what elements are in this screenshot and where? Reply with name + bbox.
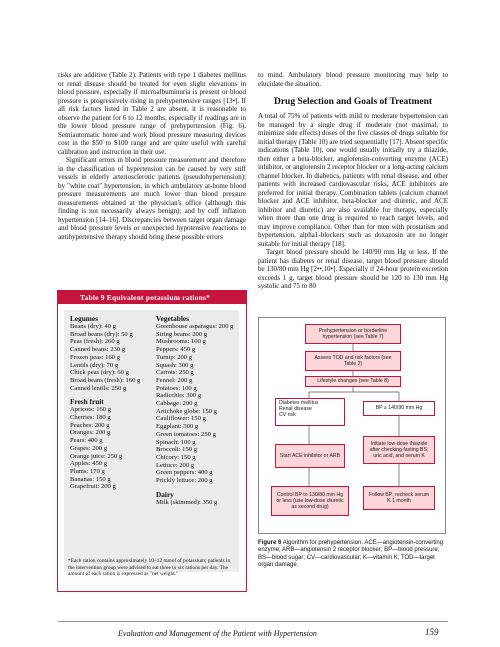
node-start-ace: Start ACE inhibitor or ARB xyxy=(275,444,345,468)
node-thiazide: Initiate low-dose thiazide after checking fasting BS, uric acid, and serum K xyxy=(363,436,435,464)
table-section-heading: Fresh fruit xyxy=(70,397,104,407)
table-item: Oranges: 200 g xyxy=(70,429,111,437)
table-item: Mushrooms: 100 g xyxy=(156,338,206,346)
node-prehypertension: Prehypertension or borderline hypertension (see Table 7) xyxy=(305,324,401,344)
potassium-table xyxy=(57,290,247,592)
table-item: Canned lentils: 250 g xyxy=(70,384,127,392)
table-title: Table 9 Equivalent potassium rations* xyxy=(58,291,246,304)
table-item: Beans (dry): 40 g xyxy=(70,323,116,330)
table-item: Eggplant: 300 g xyxy=(156,423,199,431)
table-item: Peaches: 200 g xyxy=(70,421,110,429)
page-number: 159 xyxy=(425,627,439,637)
table-footnote: *Each ration contains approximately 10–12 mmol of potassium; patients in the intervention group were advised to eat three to six rations per day. The amount of each ration is expressed as "net weight." xyxy=(68,558,231,577)
footer-rule xyxy=(58,621,448,622)
table-item: Cherries: 180 g xyxy=(70,414,111,422)
table-item: Turnip: 200 g xyxy=(156,353,193,361)
left-paragraph-2: Significant errors in blood pressure measurement and therefore in the classification of hypertension can be caused by very stiff vessels in elderly arteriosclerotic patients (pseudohypertension); by "white coat" hypertension, in which ambulatory at-home blood pressure measurements are much lower than blood pressure measurements obtained at the physician's office (although this finding is not necessarily always benign); and by cuff inflation hypertension [14–16]. Discrepancies between target organ damage and blood pressure levels or unexpected hypotensive reactions to antihypertensive therapy should bring these possible errors xyxy=(58,156,246,241)
table-section-heading: Vegetables xyxy=(156,314,189,323)
node-risk-conditions xyxy=(275,398,345,426)
right-paragraph-3: Target blood pressure should be 140/90 mm Hg or less. If the patient has diabetes or renal disease, target blood pressure should be 130/80 mm Hg [2••,10•]. Especially if 24-hour protein excretion exceeds 1 g, target blood pressure should be 120 to 130 mm Hg systolic and 75 to 80 xyxy=(258,248,448,290)
table-item: Fennel: 200 g xyxy=(156,376,193,384)
table-item: Grapes: 200 g xyxy=(70,444,107,452)
table-item: Cauliflower: 150 g xyxy=(156,415,206,423)
table-item: Greenhouse asparagus: 200 g xyxy=(156,323,234,330)
table-item: Apples: 450 g xyxy=(70,460,107,468)
algorithm-figure xyxy=(258,317,446,534)
table-item: Green peppers: 400 g xyxy=(156,469,213,477)
table-item: Broad beans (dry): 50 g xyxy=(70,330,133,338)
node-cv-risk: CV risk xyxy=(279,412,296,419)
table-column-1 xyxy=(70,314,152,491)
table-item: Canned beans: 230 g xyxy=(70,346,126,354)
left-paragraph-1: risks are additive (Table 2). Patients with type 1 diabetes mellitus or renal disease should be treated for even slight elevations in blood pressure, especially if microalbuminuria is present or blood pressure is progressively rising in prehypertensive ranges [13•]. If all risk factors listed in Table 2 are absent, it is reasonable to observe the patient for 6 to 12 months, especially if readings are in the lower blood pressure range of prehypertension (Fig. 6). Semiautomatic home and work blood pressure measuring devices cost in the $50 to $100 range and are quite useful with careful calibration and instruction in their use. xyxy=(58,71,246,156)
figure-caption-label: Figure 6 xyxy=(258,540,282,546)
table-item: Pears: 400 g xyxy=(70,437,103,445)
table-item: Apricots: 160 g xyxy=(70,406,112,414)
table-column-2 xyxy=(156,314,238,506)
table-item: Potatoes: 100 g xyxy=(156,384,197,392)
table-item: Bananas: 150 g xyxy=(70,475,111,483)
figure-caption-text: Algorithm for prehypertension. ACE—angiotensin-converting enzyme; ARB—angiotensin 2 receptor blocker; BP—blood pressure; BS—blood sugar; CV—cardiovascular; K—vitamin K; TOD—target organ damage. xyxy=(258,540,444,568)
table-item: Cabbage: 200 g xyxy=(156,400,198,408)
table-item: Plums: 170 g xyxy=(70,467,105,475)
table-item: Prickly lettuce: 200 g xyxy=(156,477,213,485)
table-section-heading: Dairy xyxy=(156,489,174,499)
table-item: Chicory: 150 g xyxy=(156,453,196,461)
table-item: Orange juice: 250 g xyxy=(70,452,123,460)
table-item: Grapefruit: 200 g xyxy=(70,483,116,491)
table-item: Broad beans (fresh): 160 g xyxy=(70,376,141,384)
table-item: Carrots: 250 g xyxy=(156,369,194,377)
table-item: Broccoli: 150 g xyxy=(156,446,198,454)
node-renal: Renal disease xyxy=(279,406,312,413)
table-item: Artichoke globe: 150 g xyxy=(156,407,217,415)
node-control-bp: Control BP to 130/80 mm Hg or less (use low-dose diuretic as second drug) xyxy=(271,486,349,516)
node-assess-tod: Assess TOD and risk factors (see Table 2) xyxy=(305,351,401,371)
table-section-heading: Legumes xyxy=(70,314,98,323)
section-heading: Drug Selection and Goals of Treatment xyxy=(273,97,433,107)
table-item: Peppers: 450 g xyxy=(156,346,196,354)
figure-caption xyxy=(258,540,448,569)
table-item: Lettuce: 200 g xyxy=(156,461,195,469)
footer-title: Evaluation and Management of the Patient with Hypertension xyxy=(118,629,317,638)
node-diabetes: Diabetes mellitus xyxy=(279,400,319,406)
node-bp-threshold: BP ≥ 140/90 mm Hg xyxy=(363,401,435,416)
table-item: Peas (fresh): 260 g xyxy=(70,338,120,346)
node-lifestyle: Lifestyle changes (see Table 8) xyxy=(305,376,401,387)
table-item: Chick peas (dry): 60 g xyxy=(70,369,129,377)
table-item: String beans: 200 g xyxy=(156,330,208,338)
right-paragraph-1: to mind. Ambulatory blood pressure monitoring may help to elucidate the situation. xyxy=(258,71,448,88)
table-item: Radicchio: 300 g xyxy=(156,392,202,400)
table-item: Lentils (dry): 70 g xyxy=(70,361,119,369)
table-item: Milk (skimmed): 350 g xyxy=(156,498,218,506)
table-item: Frozen peas: 160 g xyxy=(70,353,120,361)
table-item: Green tomatoes: 250 g xyxy=(156,430,216,438)
right-column xyxy=(258,71,448,291)
table-body xyxy=(64,310,239,572)
table-item: Squash: 300 g xyxy=(156,361,194,369)
left-column xyxy=(58,71,246,241)
table-item: Spinach: 100 g xyxy=(156,438,196,446)
node-follow-bp: Follow BP; recheck serum K 1 month xyxy=(363,486,435,510)
right-paragraph-2: A total of 75% of patients with mild to moderate hypertension can be managed by a single drug if moderate (not maximal, to minimize side effects) doses of the five classes of drugs suitable for initial therapy (Table 10) are tried sequentially [17]. Absent specific indications (Table 10), one would usually initially try a thiazide, then either a beta-blocker, angiotensin-converting enzyme (ACE) inhibitor, or angiotensin 2 receptor blocker or a long-acting calcium channel blocker. In diabetics, patients with renal disease, and other patients with increased cardiovascular risks, ACE inhibitors are preferred for initial therapy. Combination tablets (calcium channel blocker and ACE inhibitor, beta-blocker and diuretic, and ACE inhibitor and diuretic) are also available for therapy, especially when more than one drug is required to reach target levels, and may improve compliance. Other than for men with prostatism and hypertension, alpha1-blockers such as doxazosin are no longer suitable for initial therapy [18]. xyxy=(258,112,448,248)
